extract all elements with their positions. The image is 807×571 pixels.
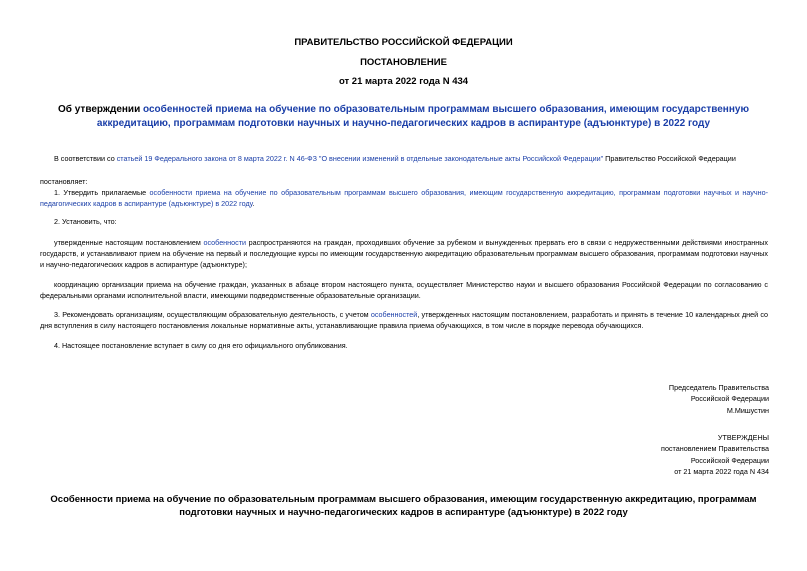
approved-line-2: постановлением Правительства <box>661 444 769 454</box>
approved-line-3: Российской Федерации <box>690 455 769 465</box>
item-2-paragraph: 2. Установить, что: <box>54 217 117 226</box>
item-1-text-1: 1. Утвердить прилагаемые <box>54 188 150 197</box>
doc-date-heading: от 21 марта 2022 года N 434 <box>338 76 469 87</box>
item-3-text-2: , утвержденных настоящим постановлением, разработать и принять в течение 10 календарных дней со дня вступления в силу настоящего постановления локальные нормативные акты, устанавливающие правила приема обучающихся, в том числе в порядке перевода обучающихся. <box>40 310 769 330</box>
signature-block <box>669 382 769 416</box>
intro-text-2: Правительство Российской Федерации <box>603 154 736 163</box>
signature-line-1: Председатель Правительства <box>668 383 769 392</box>
item-2a-text-2: распространяются на граждан, проходивших обучение за рубежом и вынужденных прервать его в связи с недружественными действиями иностранных государств, и устанавливают прием на обучение на первый и последующие курсы по имеющим государственную аккредитацию образовательным программам высшего образования, программам подготовки научных и научно-педагогических кадров в аспирантуре (адъюнктуре); <box>40 238 768 269</box>
title-link[interactable]: особенностей приема на обучение по образовательным программам высшего образования, имеющим государственную аккредитацию, программам подготовки научных и научно-педагогических кадров в аспирантуре (адъюнктуре) в 2022 году <box>96 104 749 129</box>
item-3-paragraph <box>40 310 768 332</box>
item-3-text-1: 3. Рекомендовать организациям, осуществляющим образовательную деятельность, с учетом <box>54 310 371 319</box>
appendix-title: Особенности приема на обучение по образовательным программам высшего образования, имеющим государственную аккредитацию, программам подготовки научных и научно-педагогических кадров в аспирантуре (адъюнктуре) в 2022 году <box>50 494 757 518</box>
item-4-paragraph: 4. Настоящее постановление вступает в силу со дня его официального опубликования. <box>54 341 348 350</box>
doc-type-heading: ПОСТАНОВЛЕНИЕ <box>360 57 447 68</box>
item-3-link[interactable]: особенностей <box>370 310 418 319</box>
item-2b-paragraph: координацию организации приема на обучение граждан, указанных в абзаце втором настоящего пункта, осуществляет Министерство науки и высшего образования Российской Федерации по согласованию с федеральными органами исполнительной власти, имеющими подведомственные образовательные организации. <box>40 280 768 300</box>
item-1-text-2: . <box>252 198 255 208</box>
approved-line-4: от 21 марта 2022 года N 434 <box>674 466 769 476</box>
law-link[interactable]: статьей 19 Федерального закона от 8 марта 2022 г. N 46-ФЗ "О внесении изменений в отдельные законодательные акты Российской Федерации" <box>116 154 604 163</box>
decree-word: постановляет: <box>40 177 88 186</box>
item-2a-link[interactable]: особенности <box>203 238 247 247</box>
item-1-paragraph <box>40 188 768 210</box>
item-1-link[interactable]: особенности приема на обучение по образовательным программам высшего образования, имеющим государственную аккредитацию, программам подготовки научных и научно-педагогических кадров в аспирантуре (адъюнктуре) в 2022 году <box>40 188 768 208</box>
intro-text-1: В соответствии со <box>54 154 117 163</box>
issuer-heading: ПРАВИТЕЛЬСТВО РОССИЙСКОЙ ФЕДЕРАЦИИ <box>294 37 513 48</box>
signature-name: М.Мишустин <box>726 405 769 415</box>
approved-block <box>661 432 769 477</box>
document-title <box>40 103 767 131</box>
title-prefix: Об утверждении <box>58 104 143 115</box>
signature-line-2: Российской Федерации <box>690 394 769 404</box>
item-2a-text-1: утвержденные настоящим постановлением <box>54 238 204 247</box>
item-2a-paragraph <box>40 238 768 270</box>
intro-paragraph <box>40 154 768 165</box>
approved-line-1: УТВЕРЖДЕНЫ <box>717 433 769 442</box>
